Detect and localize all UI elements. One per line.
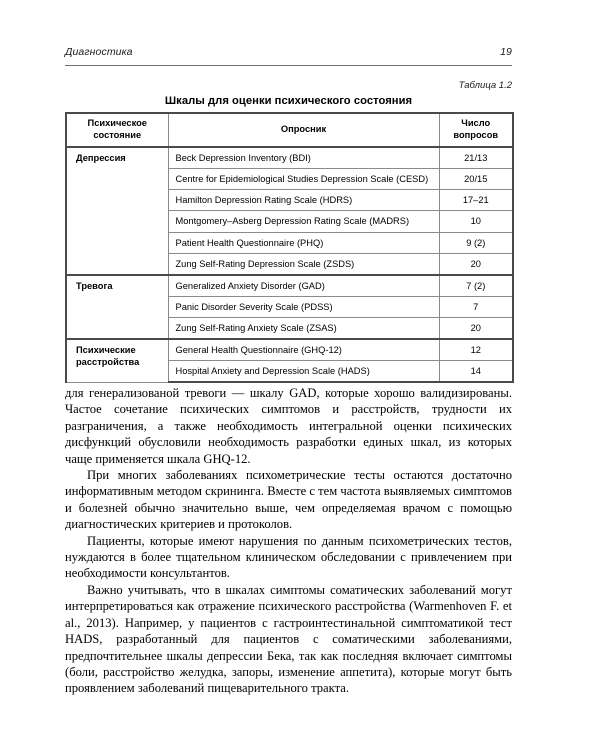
column-header-state: Психическое состояние: [66, 113, 168, 147]
cell-question-count: 12: [439, 339, 513, 361]
cell-questionnaire: Montgomery–Asberg Depression Rating Scale (MADRS): [168, 211, 439, 232]
cell-questionnaire: Beck Depression Inventory (BDI): [168, 147, 439, 169]
column-header-questionnaire: Опросник: [168, 113, 439, 147]
table-row: [66, 275, 513, 297]
header-rule: [65, 65, 512, 66]
cell-question-count: 10: [439, 211, 513, 232]
body-text: [65, 385, 512, 697]
scales-table: [65, 112, 514, 383]
cell-question-count: 7 (2): [439, 275, 513, 297]
cell-question-count: 21/13: [439, 147, 513, 169]
cell-questionnaire: Zung Self-Rating Depression Scale (ZSDS): [168, 253, 439, 275]
cell-state: Депрессия: [66, 147, 168, 274]
running-head: [65, 46, 512, 58]
cell-questionnaire: Zung Self-Rating Anxiety Scale (ZSAS): [168, 317, 439, 339]
table-row: [66, 339, 513, 361]
table-row: [66, 147, 513, 169]
cell-question-count: 7: [439, 296, 513, 317]
cell-question-count: 20: [439, 317, 513, 339]
cell-state: Психические расстройства: [66, 339, 168, 382]
cell-question-count: 14: [439, 361, 513, 383]
cell-question-count: 20: [439, 253, 513, 275]
cell-questionnaire: Patient Health Questionnaire (PHQ): [168, 232, 439, 253]
table-body: [66, 147, 513, 382]
body-paragraph: Важно учитывать, что в шкалах симптомы соматических заболеваний могут интерпретироваться как отражение психического расстройства (Warmenhoven F. et al., 2013). Например, у пациентов с гастроинтестинальной симптоматикой тест HADS, разработанный для пациентов с соматическими заболеваниями, предпочтительнее шкалы депрессии Бека, так как последняя включает симптомы (боли, расстройство желудка, запоры, изменение аппетита), которые могут быть проявлением заболеваний пищеварительного тракта.: [65, 582, 512, 696]
page-number: 19: [500, 46, 512, 58]
cell-questionnaire: Centre for Epidemiological Studies Depression Scale (CESD): [168, 169, 439, 190]
cell-questionnaire: Generalized Anxiety Disorder (GAD): [168, 275, 439, 297]
body-paragraph: для генерализованой тревоги — шкалу GAD, которые хорошо валидизированы. Частое сочетание психических симптомов и расстройств, трудности их разграничения, а также необходимость интегральной оценки психических дисфункций обусловили необходимость разработки единых шкал, из которых чаще применяется шкала GHQ-12.: [65, 386, 512, 466]
table-title: Шкалы для оценки психического состояния: [164, 95, 413, 107]
table-header: [66, 113, 513, 147]
cell-questionnaire: Hospital Anxiety and Depression Scale (HADS): [168, 361, 439, 383]
cell-question-count: 9 (2): [439, 232, 513, 253]
body-paragraph: Пациенты, которые имеют нарушения по данным психометрических тестов, нуждаются в более тщательном клиническом обследовании с привлечением при необходимости консультантов.: [65, 533, 512, 581]
cell-questionnaire: General Health Questionnaire (GHQ-12): [168, 339, 439, 361]
column-header-count: Число вопросов: [439, 113, 513, 147]
cell-state: Тревога: [66, 275, 168, 339]
cell-questionnaire: Panic Disorder Severity Scale (PDSS): [168, 296, 439, 317]
table-header-row: [66, 113, 513, 147]
body-paragraph: При многих заболеваниях психометрические тесты остаются достаточно информативным методом скрининга. Вместе с тем частота выявляемых симптомов и болезней обычно значительно выше, чем определяемая врачом с помощью диагностических критериев и протоколов.: [65, 468, 512, 532]
running-head-title: Диагностика: [65, 46, 133, 58]
table-number-label: Таблица 1.2: [458, 80, 512, 91]
cell-question-count: 20/15: [439, 169, 513, 190]
cell-question-count: 17–21: [439, 190, 513, 211]
cell-questionnaire: Hamilton Depression Rating Scale (HDRS): [168, 190, 439, 211]
